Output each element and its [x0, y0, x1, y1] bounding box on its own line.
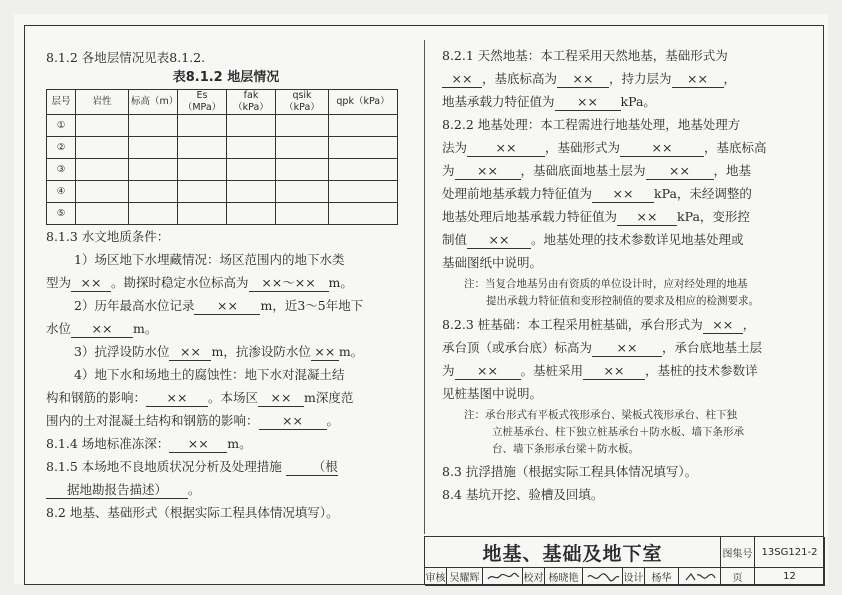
section-8-2-2-line-a: 8.2.2 地基处理：本工程需进行地基处理，地基处理方 — [442, 117, 741, 132]
blank-foundation-form-2: ×× — [620, 140, 704, 157]
section-8-2-2-line-f: 制值 ×× 。地基处理的技术参数详见地基处理或 — [442, 232, 744, 247]
layer-number: ② — [47, 137, 76, 159]
blank-deformation-limit: ×× — [467, 232, 531, 249]
section-8-2-2-line-e: 地基处理后地基承载力特征值为 ×× kPa，变形控 — [442, 209, 750, 224]
section-8-2-2-line-d: 处理前地基承载力特征值为 ×× kPa，未经调整的 — [442, 186, 752, 201]
table-row — [47, 115, 398, 137]
table-row — [47, 159, 398, 181]
section-8-3: 8.3 抗浮措施（根据实际工程具体情况填写）。 — [442, 464, 698, 479]
section-8-2: 8.2 地基、基础形式（根据实际工程具体情况填写）。 — [46, 505, 339, 520]
blank-highest-water-level: ×× — [194, 298, 260, 315]
blank-capacity-after: ×× — [617, 209, 677, 226]
blank-cap-form: ×× — [703, 317, 743, 334]
blank-cap-elevation: ×× — [592, 340, 662, 357]
title-block — [424, 536, 824, 585]
blank-foundation-form: ×× — [442, 71, 482, 88]
header-qpk: qpk（kPa） — [329, 90, 398, 115]
section-8-2-1-line-b: ×× ，基底标高为 ×× ，持力层为 ×× ， — [442, 67, 807, 90]
section-8-2-2-line-b: 法为 ×× ，基础形式为 ×× ，基底标高 — [442, 140, 767, 155]
sheet-title: 地基、基础及地下室 — [425, 537, 721, 568]
blank-anti-seepage-level: ×× — [311, 344, 339, 361]
section-8-1-4: 8.1.4 场地标准冻深： ×× m。 — [46, 436, 252, 451]
atlas-label: 图集号 — [721, 537, 755, 568]
layer-number: ④ — [47, 181, 76, 203]
para-4-line-c: 围内的土对混凝土结构和钢筋的影响： ×× 。 — [46, 413, 340, 428]
blank-geology-a: （根 — [286, 459, 338, 476]
header-qsik: qsik（kPa） — [276, 90, 329, 115]
para-2-line-b: 水位 ×× m。 — [46, 321, 158, 336]
section-8-1-2: 8.1.2 各地层情况见表8.1.2. — [46, 50, 206, 65]
note-1-line-b: 提出承载力特征值和变形控制值的要求及相应的检测要求。 — [486, 295, 759, 307]
section-8-2-1-line-c: 地基承载力特征值为 ×× kPa。 — [442, 94, 656, 109]
checker-signature-mark — [586, 571, 620, 583]
checker-signature — [583, 568, 623, 586]
header-elevation: 标高（m） — [129, 90, 178, 115]
para-4-line-b: 构和钢筋的影响： ×× 。本场区 ×× m深度范 — [46, 390, 354, 405]
note-2-line-a: 注：承台形式有平板式筏形承台、梁板式筏形承台、柱下独 — [464, 409, 737, 421]
para-1-line-a: 1）场区地下水埋藏情况：场区范围内的地下水类 — [74, 252, 345, 267]
para-1-line-b: 型为 ×× 。勘探时稳定水位标高为 ××～×× m。 — [46, 275, 353, 290]
blank-geology-b: 据地勘报告描述） — [46, 482, 188, 499]
reviewer-signature — [483, 568, 523, 586]
blank-soil-layer: ×× — [646, 163, 714, 180]
section-8-2-2-line-c: 为 ×× ，基础底面地基土层为 ×× ，地基 — [442, 163, 752, 178]
blank-pile-type: ×× — [583, 363, 645, 380]
section-8-4: 8.4 基坑开挖、验槽及回填。 — [442, 487, 604, 502]
header-fak: fak（kPa） — [227, 90, 276, 115]
blank-soil-corrosivity: ×× — [259, 413, 327, 430]
table-row — [47, 181, 398, 203]
page-label: 页 — [721, 568, 755, 586]
check-label: 校对 — [523, 568, 545, 586]
blank-bearing-layer: ×× — [672, 71, 724, 88]
blank-depth: ×× — [258, 390, 304, 407]
section-8-2-1-line-a: 8.2.1 天然地基：本工程采用天然地基，基础形式为 — [442, 48, 728, 63]
right-column — [442, 44, 807, 506]
atlas-number: 13SG121-2 — [755, 537, 825, 568]
blank-base-elevation: ×× — [557, 71, 609, 88]
section-8-2-3-line-a: 8.2.3 桩基础：本工程采用桩基础，承台形式为 ×× ， — [442, 317, 756, 332]
reviewer-signature-mark — [486, 571, 520, 583]
blank-groundwater-type: ×× — [71, 275, 111, 292]
designer-signature — [679, 568, 721, 586]
section-8-2-3-line-b: 承台顶（或承台底）标高为 ×× ，承台底地基土层 — [442, 340, 763, 355]
section-8-1-5-line-b: 据地勘报告描述） 。 — [46, 478, 406, 501]
blank-bearing-capacity: ×× — [555, 94, 621, 111]
reviewer-name: 吴耀辉 — [447, 568, 483, 586]
para-3: 3）抗浮设防水位 ×× m，抗渗设防水位 ×× m。 — [74, 344, 364, 359]
table-header-row — [47, 90, 398, 115]
note-2-line-b: 立桩基承台、柱下独立桩基承台＋防水板、墙下条形承 — [492, 426, 744, 438]
section-8-1-3: 8.1.3 水文地质条件： — [46, 229, 170, 244]
blank-base-elevation-2: ×× — [455, 163, 521, 180]
column-divider — [424, 40, 425, 534]
blank-stable-water-level: ××～×× — [249, 275, 329, 292]
left-column — [46, 46, 406, 524]
designer-name: 杨华 — [645, 568, 679, 586]
table-title: 表8.1.2 地层情况 — [172, 70, 280, 85]
section-8-2-3-line-c: 为 ×× 。基桩采用 ×× ，基桩的技术参数详 — [442, 363, 758, 378]
header-layer-no: 层号 — [47, 90, 76, 115]
strata-table — [46, 89, 398, 225]
note-1-line-a: 注：当复合地基另由有资质的单位设计时，应对经处理的地基 — [464, 278, 748, 290]
para-2-line-a: 2）历年最高水位记录 ×× m，近3～5年地下 — [74, 298, 364, 313]
blank-anti-float-level: ×× — [169, 344, 211, 361]
section-8-2-3-line-d: 见桩基图中说明。 — [442, 386, 543, 401]
section-8-2-2-line-g: 基础图纸中说明。 — [442, 255, 543, 270]
blank-water-corrosivity: ×× — [146, 390, 208, 407]
checker-name: 杨晓艳 — [545, 568, 583, 586]
blank-treatment-method: ×× — [467, 140, 545, 157]
design-label: 设计 — [623, 568, 645, 586]
header-es: Es（MPa） — [178, 90, 227, 115]
blank-recent-water-level: ×× — [71, 321, 133, 338]
note-2-line-c: 台、墙下条形承台梁＋防水板。 — [492, 443, 639, 455]
table-row — [47, 203, 398, 225]
designer-signature-mark — [683, 571, 717, 583]
blank-cap-soil: ×× — [455, 363, 521, 380]
table-row — [47, 137, 398, 159]
page-number: 12 — [755, 568, 825, 586]
layer-number: ① — [47, 115, 76, 137]
blank-capacity-before: ×× — [592, 186, 654, 203]
layer-number: ⑤ — [47, 203, 76, 225]
review-label: 审核 — [425, 568, 447, 586]
layer-number: ③ — [47, 159, 76, 181]
header-lithology: 岩性 — [76, 90, 129, 115]
section-8-1-5-line-a: 8.1.5 本场地不良地质状况分析及处理措施 （根 — [46, 459, 338, 474]
blank-frost-depth: ×× — [169, 436, 227, 453]
para-4-line-a: 4）地下水和场地土的腐蚀性：地下水对混凝土结 — [74, 367, 345, 382]
